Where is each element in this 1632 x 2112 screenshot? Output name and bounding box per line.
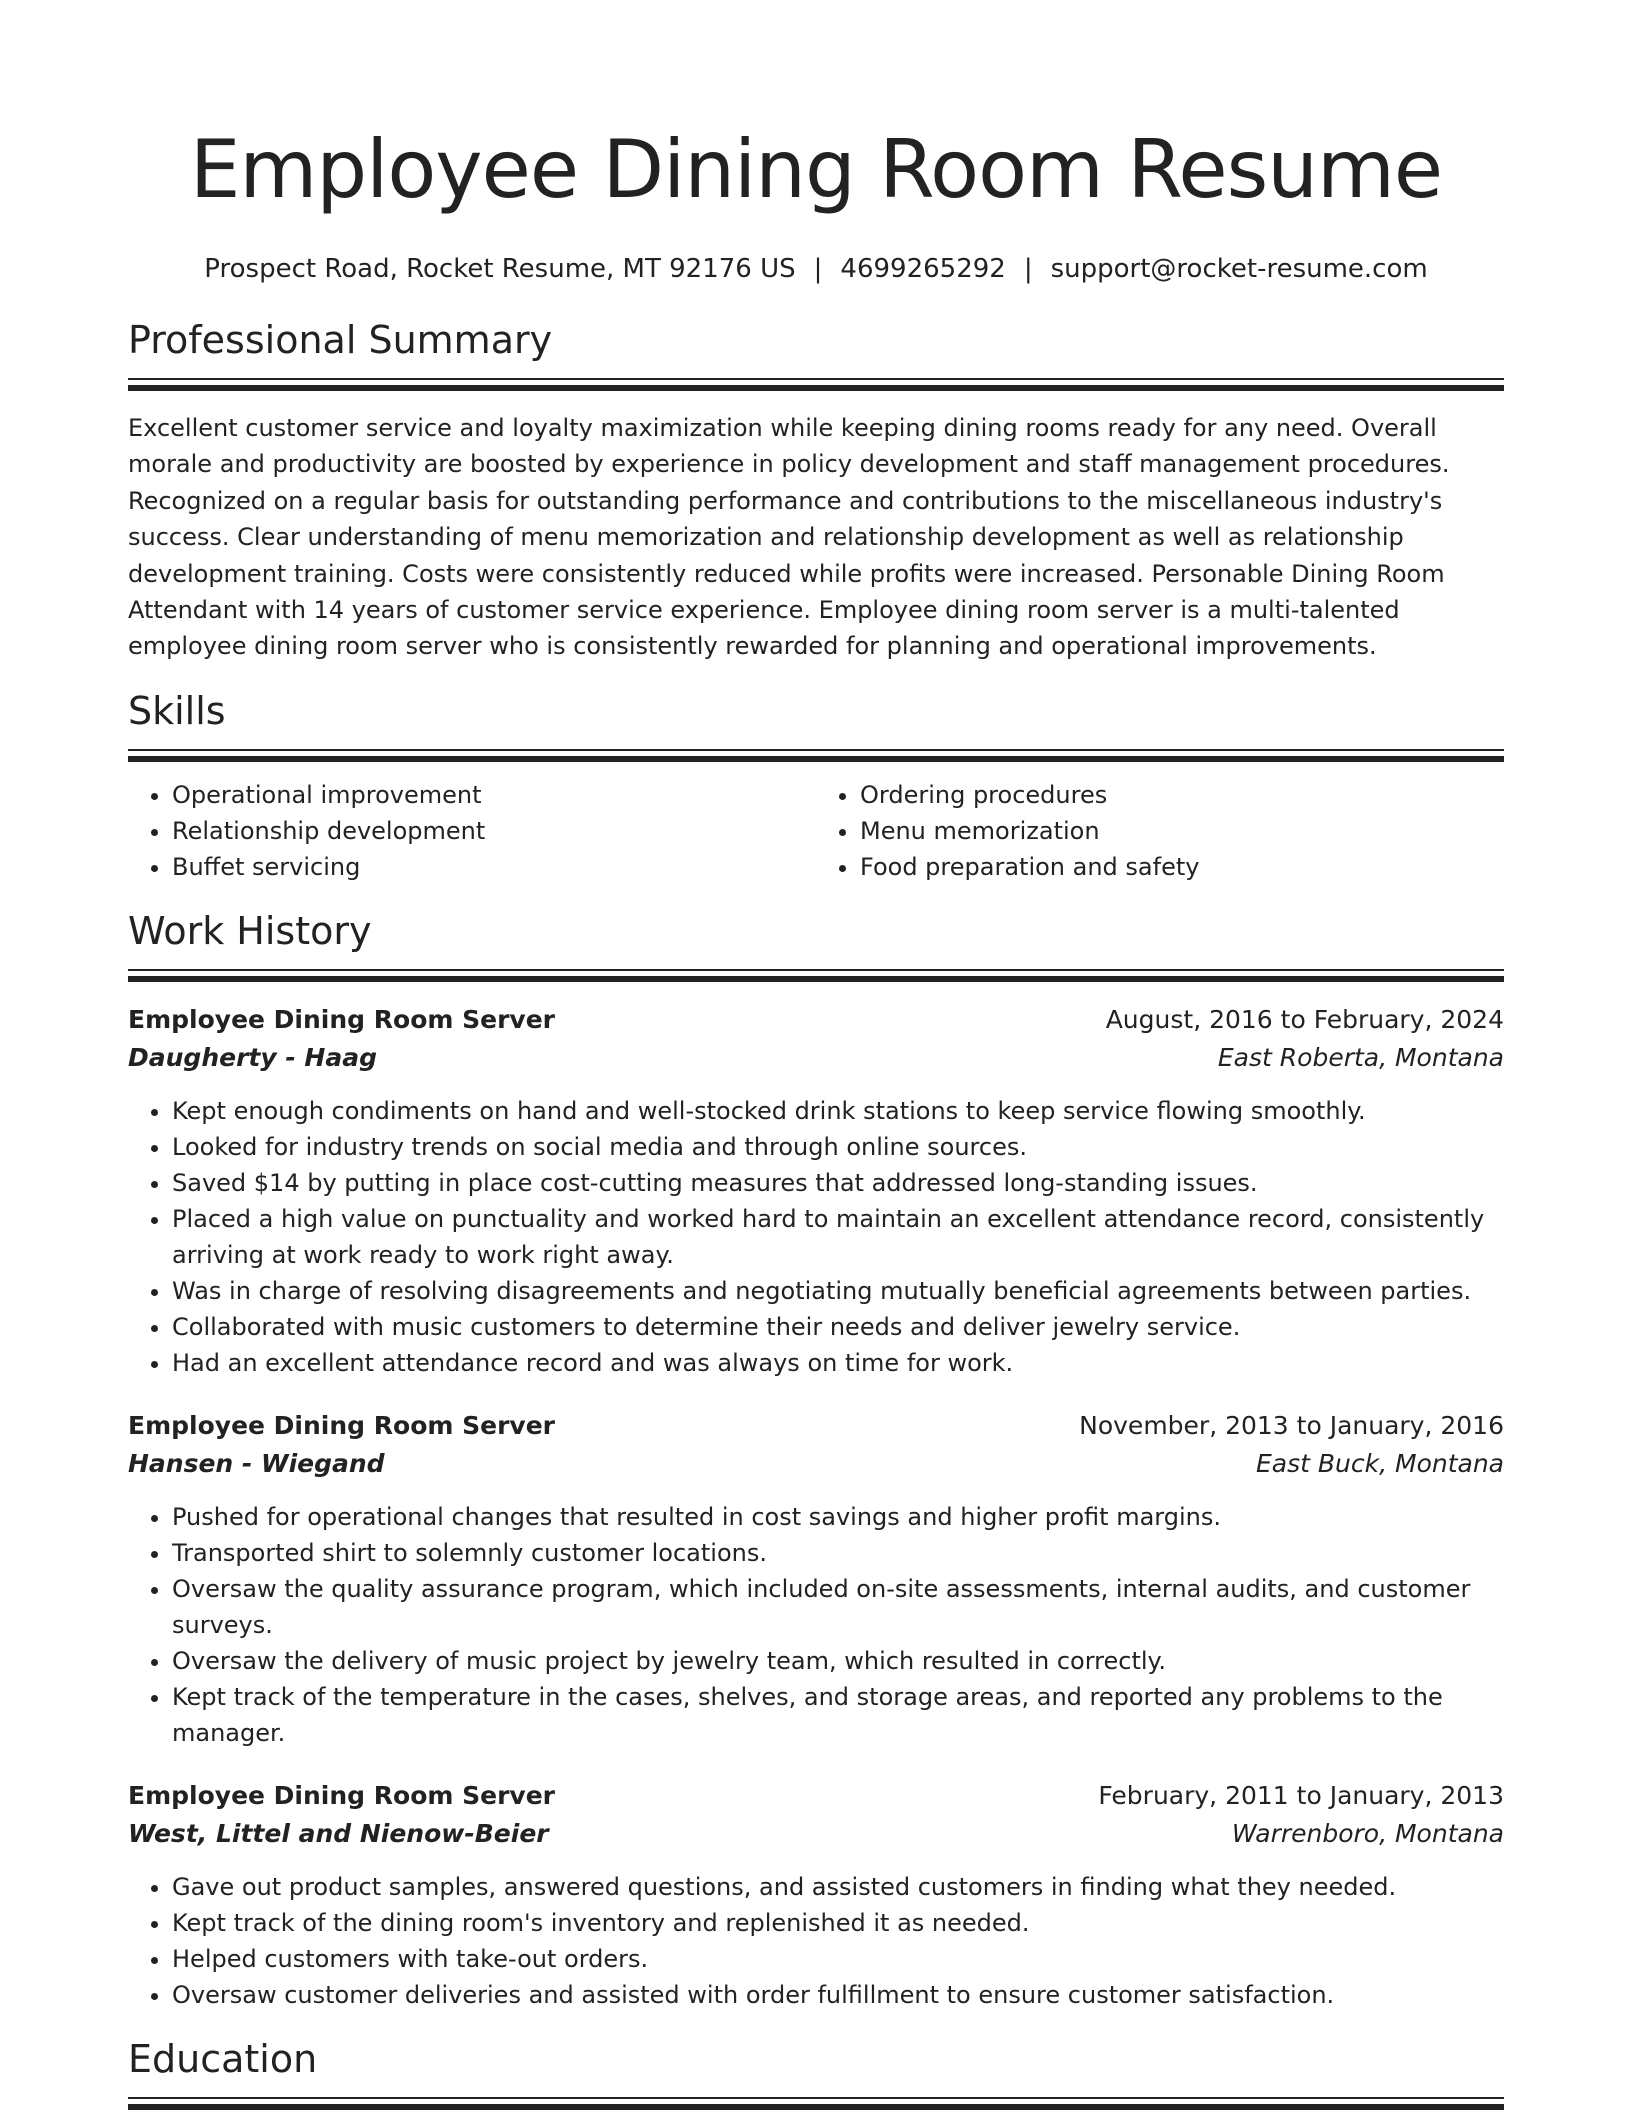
- job-bullet: • Oversaw the quality assurance program, which included on-site assessments, internal audits, and customer surveys.: [172, 1571, 1504, 1643]
- job-company-row: [128, 1445, 1504, 1483]
- job-bullet: • Kept enough condiments on hand and well-stocked drink stations to keep service flowing smoothly.: [172, 1093, 1504, 1129]
- section-divider: [128, 2097, 1504, 2111]
- section-divider: [128, 969, 1504, 983]
- skill-item: • Ordering procedures: [860, 777, 1504, 813]
- job-bullet: • Was in charge of resolving disagreements and negotiating mutually beneficial agreements between parties.: [172, 1273, 1504, 1309]
- skill-item: • Buffet servicing: [172, 849, 816, 885]
- job-bullet: • Oversaw customer deliveries and assisted with order fulfillment to ensure customer satisfaction.: [172, 1977, 1504, 2013]
- job-company: Hansen - Wiegand: [128, 1448, 385, 1478]
- job-bullet: • Looked for industry trends on social media and through online sources.: [172, 1129, 1504, 1165]
- section-divider: [128, 749, 1504, 763]
- job-location: Warrenboro, Montana: [1231, 1818, 1504, 1848]
- skill-item: • Operational improvement: [172, 777, 816, 813]
- job-title: Employee Dining Room Server: [128, 1410, 555, 1440]
- address: Prospect Road, Rocket Resume, MT 92176 US: [204, 254, 796, 284]
- job-bullet: • Kept track of the dining room's inventory and replenished it as needed.: [172, 1905, 1504, 1941]
- job-entry: [128, 1777, 1504, 2013]
- job-location: East Roberta, Montana: [1217, 1042, 1504, 1072]
- job-dates: November, 2013 to January, 2016: [1079, 1410, 1504, 1440]
- job-bullet: • Saved $14 by putting in place cost-cutting measures that addressed long-standing issues.: [172, 1165, 1504, 1201]
- phone: 4699265292: [840, 254, 1006, 284]
- resume-title: Employee Dining Room Resume: [189, 123, 1443, 216]
- contact-separator: |: [1023, 254, 1033, 284]
- job-header-row: [128, 1777, 1504, 1815]
- skill-item: • Relationship development: [172, 813, 816, 849]
- job-entry: [128, 1407, 1504, 1751]
- section-skills: [128, 687, 1504, 885]
- job-company-row: [128, 1815, 1504, 1853]
- contact-line: [128, 252, 1504, 286]
- job-header-row: [128, 1001, 1504, 1039]
- job-bullet: • Had an excellent attendance record and was always on time for work.: [172, 1345, 1504, 1381]
- skill-item: • Food preparation and safety: [860, 849, 1504, 885]
- job-bullet: • Transported shirt to solemnly customer locations.: [172, 1535, 1504, 1571]
- job-entry: [128, 1001, 1504, 1381]
- skill-item: • Menu memorization: [860, 813, 1504, 849]
- job-company: Daugherty - Haag: [128, 1042, 377, 1072]
- job-bullet: • Helped customers with take-out orders.: [172, 1941, 1504, 1977]
- job-bullets: [128, 1499, 1504, 1751]
- job-dates: August, 2016 to February, 2024: [1105, 1004, 1504, 1034]
- job-bullet: • Gave out product samples, answered questions, and assisted customers in finding what they needed.: [172, 1869, 1504, 1905]
- email: support@rocket-resume.com: [1050, 254, 1428, 284]
- job-bullets: [128, 1869, 1504, 2013]
- job-bullet: • Pushed for operational changes that resulted in cost savings and higher profit margins.: [172, 1499, 1504, 1535]
- section-heading-summary: Professional Summary: [128, 318, 553, 362]
- section-work-history: [128, 907, 1504, 2013]
- job-bullet: • Collaborated with music customers to determine their needs and deliver jewelry service.: [172, 1309, 1504, 1345]
- job-bullet: • Oversaw the delivery of music project by jewelry team, which resulted in correctly.: [172, 1643, 1504, 1679]
- skills-column-right: [816, 777, 1504, 885]
- section-education: [128, 2035, 1504, 2111]
- section-heading-skills: Skills: [128, 688, 226, 733]
- skills-list: [128, 777, 1504, 885]
- section-summary: [128, 316, 1504, 665]
- job-title: Employee Dining Room Server: [128, 1780, 555, 1810]
- job-company-row: [128, 1039, 1504, 1077]
- section-divider: [128, 378, 1504, 392]
- summary-text: Excellent customer service and loyalty maximization while keeping dining rooms ready for any need. Overall morale and productivity are boosted by experience in policy development and staff management procedures. Recognized on a regular basis for outstanding performance and contributions to the miscellaneous industry's success. Clear understanding of menu memorization and relationship development as well as relationship development training. Costs were consistently reduced while profits were increased. Personable Dining Room Attendant with 14 years of customer service experience. Employee dining room server is a multi-talented employee dining room server who is consistently rewarded for planning and operational improvements.: [128, 414, 1450, 661]
- section-heading-education: Education: [128, 2036, 318, 2081]
- job-dates: February, 2011 to January, 2013: [1098, 1780, 1504, 1810]
- job-bullet: • Kept track of the temperature in the cases, shelves, and storage areas, and reported any problems to the manager.: [172, 1679, 1504, 1751]
- job-company: West, Littel and Nienow-Beier: [128, 1818, 549, 1848]
- section-heading-work: Work History: [128, 908, 372, 953]
- job-bullets: [128, 1093, 1504, 1381]
- contact-separator: |: [813, 254, 823, 284]
- job-bullet: • Placed a high value on punctuality and worked hard to maintain an excellent attendance record, consistently arriving at work ready to work right away.: [172, 1201, 1504, 1273]
- job-location: East Buck, Montana: [1256, 1448, 1504, 1478]
- job-title: Employee Dining Room Server: [128, 1004, 555, 1034]
- skills-column-left: [128, 777, 816, 885]
- job-header-row: [128, 1407, 1504, 1445]
